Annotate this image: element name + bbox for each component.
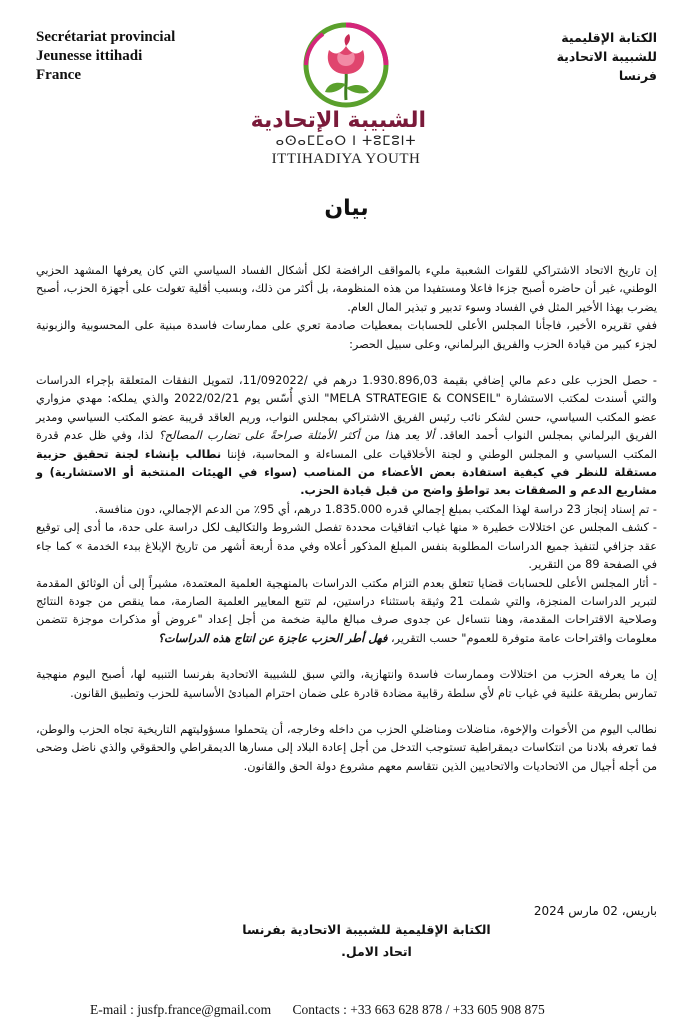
item-1-demand: نطالب بإنشاء لجنة تحقيق حزبية مستقلة للنظر في كيفية استفادة بعض الأعضاء من المناصب (سواء في الهيئات المنتخبة أو الاستشارية) و مشاريع الدعم و الصفقات بعد تواطؤ واضح من قبل قيادة الحزب. <box>36 447 657 498</box>
list-item: - كشف المجلس عن اختلالات خطيرة « منها غياب اتفاقيات محددة تفصل الشروط والتكاليف لكل دراسة على حدة، ما أدى إلى توقيع عقد جزافي لتنفيذ جميع الدراسات المطلوبة بنفس المبلغ المذكور أعلاه وفي مدة أربعة أشهر من تاريخ الإبلاغ ببدء الخدمة » كما جاء في الصفحة 89 من التقرير. <box>36 521 657 572</box>
footer-email[interactable]: E-mail : jusfp.france@gmail.com <box>90 1002 272 1017</box>
document-body <box>36 262 657 776</box>
document-date: باريس، 02 مارس 2024 <box>533 904 657 918</box>
logo-english-name: ITTIHADIYA YOUTH <box>271 151 421 167</box>
header-right-line-2: للشبيبة الاتحادية <box>556 49 657 64</box>
item-1-text: - حصل الحزب على دعم مالي إضافي بقيمة 1.930.896,03 درهم في /11/092022، لتمويل النفقات المتعلقة بإجراء الدراسات والتي أسندت لمكتب الاستشارة "MELA STRATEGIE & CONSEIL" الذي أُسّس يوم 2022/02/21 والذي يملكه: مهدي مزواري عضو المكتب السياسي، حسن لشكر نائب رئيس الفريق الاشتراكي بمجلس النواب، وريم العاقد قريبة عضو المكتب السياسي ومدير الفريق البرلماني بمجلس النواب أحمد العاقد. <box>36 374 658 443</box>
header-left-line-3: France <box>36 67 81 83</box>
header-left-line-2: Jeunesse ittihadi <box>36 48 143 64</box>
footer-phone[interactable]: Contacts : +33 663 628 878 / +33 605 908 875 <box>292 1002 545 1017</box>
logo-arabic-name: الشبيبة الإتحادية <box>250 108 426 133</box>
header-right-arabic <box>557 28 657 85</box>
ittihadiya-youth-logo <box>250 22 426 182</box>
rose-emblem-icon <box>303 22 389 108</box>
item-4-text: - أثار المجلس الأعلى للحسابات قضايا تتعلق بعدم التزام مكتب الدراسات بالمنهجية العلمية المعتمدة، مشيراً إلى أن الوثائق المقدمة لتبرير الدراسات المنجزة، والتي شملت 21 وثيقة باستثناء دراستين، لم تتبع المعايير العلمية الصارمة، مما ينقص من جودة النتائج وصلاحية الاقتراحات المقدمة، وهنا نتساءل عن جدوى صرف مبالغ مالية ضخمة من أجل إعداد "عروض أو مذكرات موجزة تتضمن معلومات واقتراحات عامة متوفرة للعموم" حسب التقرير، <box>36 576 657 645</box>
item-1-context: لذا، وفي ظل عدم قدرة المكتب السياسي و المجلس الوطني و لجنة الأخلاقيات على المساءلة و المحاسبة، فإننا <box>36 429 657 461</box>
list-item: - تم إسناد إنجاز 23 دراسة لهذا المكتب بمبلغ إجمالي قدره 1.835.000 درهم، أي 95٪ من الدعم الإجمالي، دون منافسة. <box>94 502 657 516</box>
header-right-line-1: الكتابة الإقليمية <box>561 30 657 45</box>
item-1-question: ألا يعد هذا من أكثر الأمثلة صراحةً على تضارب المصالح؟ <box>158 429 435 443</box>
footer-contacts <box>90 1002 563 1018</box>
closing-paragraph-1: إن ما يعرفه الحزب من اختلالات وممارسات فاسدة وانتهازية، والتي سبق للشبيبة الاتحادية بفرنسا التنبيه لها، أصبح اليوم منهجية تمارس بطريقة علنية في غياب تام لأي سلطة رقابية مضادة قادرة على ضمان احترام المبادئ الأساسية للحزب وتطبيق القانون. <box>36 668 657 700</box>
closing-paragraph-2: نطالب اليوم من الأخوات والإخوة، مناضلات ومناضلي الحزب من داخله وخارجه، أن يتحملوا مسؤوليتهم التاريخية تجاه الحزب والوطن، فما تعرفه بلادنا من انتكاسات ديمقراطية تستوجب التدخل من أجل إعادة البلاد إلى مسارها الديمقراطي والحقوقي والذي ناضل وضحى من أجله أجيال من الاتحاديات والاتحاديين الذين نتقاسم معهم مشروع دولة الحق والقانون. <box>36 722 657 773</box>
header-left-line-1: Secrétariat provincial <box>36 29 176 45</box>
header-right-line-3: فرنسا <box>618 68 657 83</box>
intro-paragraph-1: إن تاريخ الاتحاد الاشتراكي للقوات الشعبية مليء بالمواقف الرافضة لكل أشكال الفساد السياسي التي كان يعرفها المشهد الحزبي الوطني، غير أن حاضره أصبح جزءا فاعلا ومستفيدا من هذه المنظومة، بل أكثر من ذلك، وبسبب أقلية تغولت على أجهزة الحزب، أصبح يضرب بهذا الأخير المثل في الفساد وسوء تدبير و تبذير المال العام. <box>36 264 657 314</box>
signature-line-2: اتحاد الامل. <box>341 944 412 959</box>
header-left-french <box>36 28 175 85</box>
signature-line-1: الكتابة الإقليمية للشبيبة الاتحادية بفرنسا <box>242 922 491 937</box>
item-4-question: فهل أطر الحزب عاجزة عن انتاج هذه الدراسات؟ <box>158 631 388 645</box>
list-item <box>36 372 657 501</box>
logo-tifinagh-name: ⴰⵙⴰⵎⵎⴰⵔ ⵏ ⵜⵓⵎⵓⵏⵜ <box>275 134 417 149</box>
intro-paragraph-2: ففي تقريره الأخير، فاجأنا المجلس الأعلى للحسابات بمعطيات صادمة تعري على ممارسات فاسدة مبنية على المحسوبية والزبونية لجزء كبير من قيادة الحزب والفريق البرلماني، وعلى سبيل الحصر: <box>36 319 657 351</box>
list-item <box>36 575 657 649</box>
document-title: بيان <box>324 196 369 221</box>
